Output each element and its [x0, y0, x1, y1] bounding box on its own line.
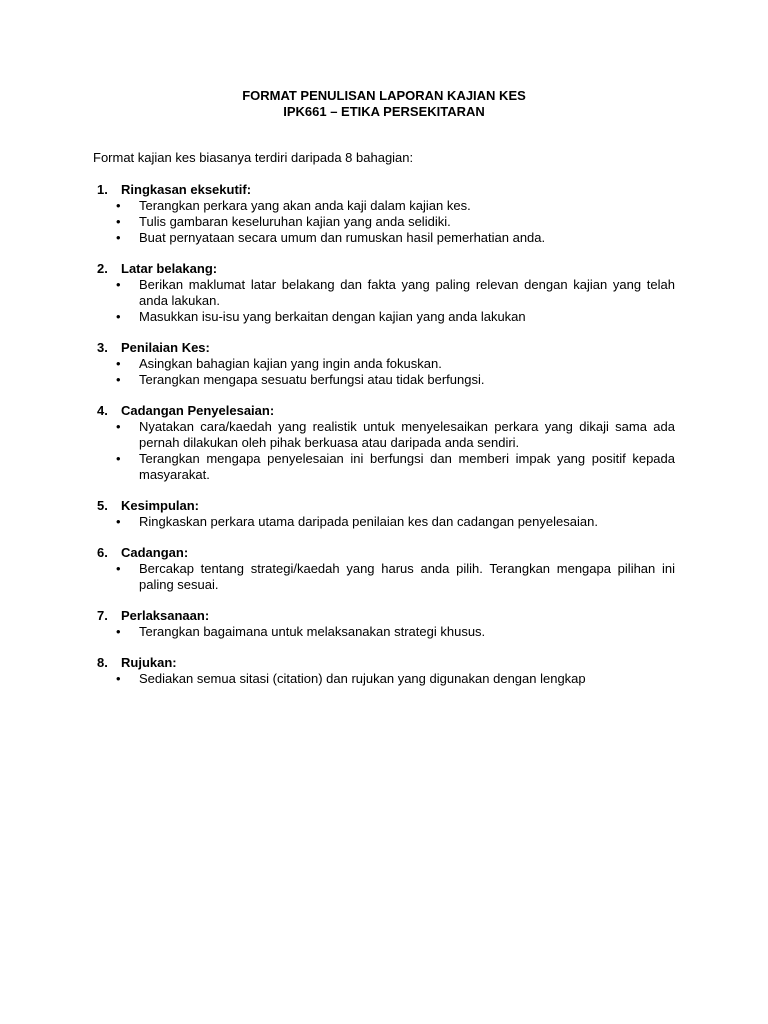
bullet-list: [0, 561, 768, 593]
bullet-text: Ringkaskan perkara utama daripada penilaian kes dan cadangan penyelesaian.: [139, 514, 598, 529]
section-7: [0, 608, 768, 640]
section-heading: [0, 498, 768, 514]
bullet-text: Nyatakan cara/kaedah yang realistik untuk menyelesaikan perkara yang dikaji sama ada pernah dilakukan oleh pihak berkuasa atau daripada anda sendiri.: [139, 419, 675, 450]
section-heading: [0, 608, 768, 624]
bullet-item: [0, 451, 675, 483]
bullet-item: [0, 372, 675, 388]
bullet-text: Terangkan perkara yang akan anda kaji dalam kajian kes.: [139, 198, 471, 213]
section-number: 3.: [97, 340, 108, 355]
bullet-text: Tulis gambaran keseluruhan kajian yang anda selidiki.: [139, 214, 451, 229]
bullet-text: Buat pernyataan secara umum dan rumuskan hasil pemerhatian anda.: [139, 230, 546, 245]
section-number: 6.: [97, 545, 108, 560]
bullet-icon: •: [116, 561, 121, 576]
section-number: 7.: [97, 608, 108, 623]
bullet-item: [0, 309, 675, 325]
bullet-item: [0, 356, 675, 372]
section-heading: [0, 545, 768, 561]
bullet-text: Terangkan mengapa sesuatu berfungsi atau tidak berfungsi.: [139, 372, 485, 387]
bullet-item: [0, 214, 675, 230]
title-line-2: IPK661 – ETIKA PERSEKITARAN: [283, 104, 485, 119]
section-title: Penilaian Kes:: [121, 340, 210, 355]
bullet-text: Terangkan mengapa penyelesaian ini berfungsi dan memberi impak yang positif kepada masyarakat.: [139, 451, 675, 482]
section-heading: [0, 403, 768, 419]
section-heading: [0, 655, 768, 671]
bullet-icon: •: [116, 309, 121, 324]
bullet-icon: •: [116, 356, 121, 371]
section-3: [0, 340, 768, 388]
bullet-icon: •: [116, 198, 121, 213]
section-heading: [0, 340, 768, 356]
section-list: [0, 182, 768, 702]
section-title: Cadangan Penyelesaian:: [121, 403, 275, 418]
bullet-item: [0, 671, 675, 687]
bullet-icon: •: [116, 372, 121, 387]
section-title: Rujukan:: [121, 655, 177, 670]
section-heading: [0, 182, 768, 198]
section-2: [0, 261, 768, 325]
bullet-item: [0, 198, 675, 214]
section-title: Perlaksanaan:: [121, 608, 210, 623]
bullet-item: [0, 419, 675, 451]
bullet-item: [0, 230, 675, 246]
document-title: [0, 88, 768, 120]
bullet-icon: •: [116, 624, 121, 639]
section-4: [0, 403, 768, 483]
bullet-icon: •: [116, 214, 121, 229]
section-heading: [0, 261, 768, 277]
section-title: Ringkasan eksekutif:: [121, 182, 252, 197]
section-number: 1.: [97, 182, 108, 197]
bullet-text: Sediakan semua sitasi (citation) dan rujukan yang digunakan dengan lengkap: [139, 671, 586, 686]
bullet-list: [0, 514, 768, 530]
bullet-icon: •: [116, 230, 121, 245]
bullet-item: [0, 514, 675, 530]
bullet-text: Masukkan isu-isu yang berkaitan dengan kajian yang anda lakukan: [139, 309, 526, 324]
section-1: [0, 182, 768, 246]
section-number: 5.: [97, 498, 108, 513]
bullet-item: [0, 624, 675, 640]
section-6: [0, 545, 768, 593]
section-number: 8.: [97, 655, 108, 670]
section-number: 2.: [97, 261, 108, 276]
bullet-icon: •: [116, 514, 121, 529]
bullet-item: [0, 277, 675, 309]
bullet-list: [0, 198, 768, 246]
section-8: [0, 655, 768, 687]
bullet-item: [0, 561, 675, 593]
section-5: [0, 498, 768, 530]
title-line-1: FORMAT PENULISAN LAPORAN KAJIAN KES: [242, 88, 526, 103]
bullet-list: [0, 671, 768, 687]
section-title: Kesimpulan:: [121, 498, 200, 513]
bullet-list: [0, 419, 768, 483]
section-title: Latar belakang:: [121, 261, 218, 276]
bullet-text: Berikan maklumat latar belakang dan fakta yang paling relevan dengan kajian yang telah anda lakukan.: [139, 277, 675, 308]
intro-paragraph: Format kajian kes biasanya terdiri daripada 8 bahagian:: [93, 150, 414, 165]
bullet-icon: •: [116, 451, 121, 466]
bullet-text: Asingkan bahagian kajian yang ingin anda fokuskan.: [139, 356, 442, 371]
bullet-text: Bercakap tentang strategi/kaedah yang harus anda pilih. Terangkan mengapa pilihan ini paling sesuai.: [139, 561, 675, 592]
section-title: Cadangan:: [121, 545, 189, 560]
section-number: 4.: [97, 403, 108, 418]
bullet-text: Terangkan bagaimana untuk melaksanakan strategi khusus.: [139, 624, 486, 639]
bullet-list: [0, 624, 768, 640]
bullet-list: [0, 356, 768, 388]
bullet-icon: •: [116, 277, 121, 292]
bullet-icon: •: [116, 419, 121, 434]
bullet-list: [0, 277, 768, 325]
bullet-icon: •: [116, 671, 121, 686]
